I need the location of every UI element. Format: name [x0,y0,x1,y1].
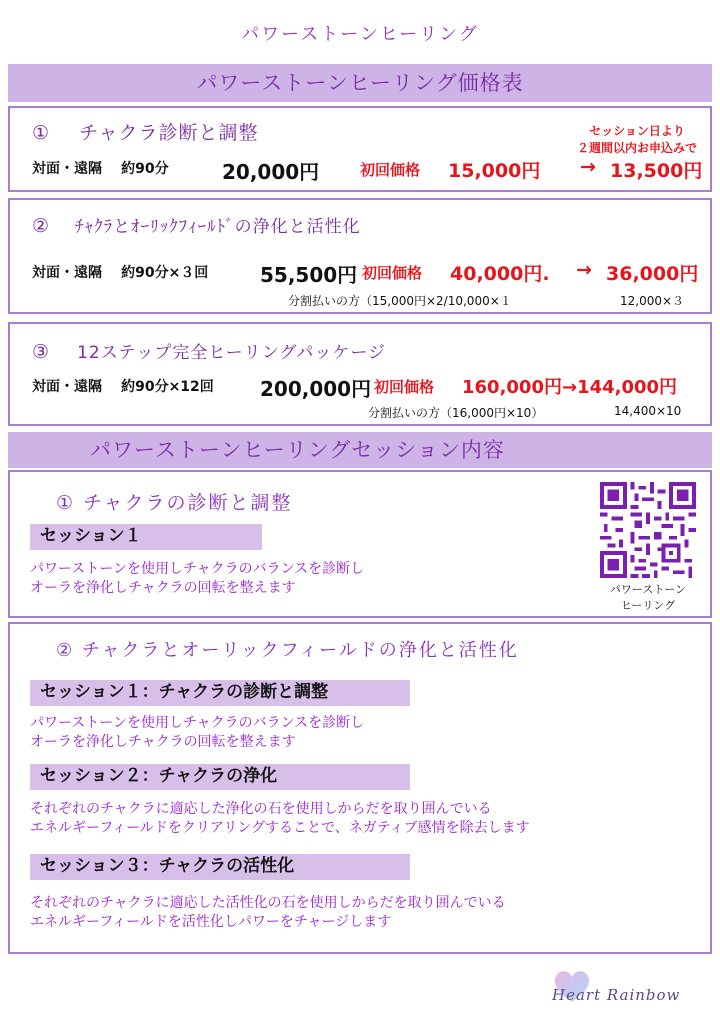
price-item-1 [8,106,712,192]
section-title: ② チャクラとオーリックフィールドの浄化と活性化 [56,640,519,661]
price-item-2 [8,198,712,314]
discount-price: 13,500円 [610,160,703,182]
discount-note: セッション日より ２週間以内お申込みで [576,124,697,155]
session-desc: それぞれのチャクラに適応した活性化の石を使用しからだを取り囲んでいる エネルギーフィールドを活性化しパワーをチャージします [30,895,506,930]
price-table-heading: パワーストーンヒーリング価格表 [8,64,712,102]
session-desc: パワーストーンを使用しチャクラのバランスを診断し オーラを浄化しチャクラの回転を整えます [30,561,365,596]
first-price: 160,000円→144,000円 [462,377,678,398]
item-format: 対面・遠隔 [32,379,102,395]
qr-caption: パワーストーン ヒーリング [609,583,687,612]
installment-discount: 12,000×３ [620,294,685,308]
item-format: 対面・遠隔 [32,161,102,177]
first-price: 15,000円 [448,160,541,182]
installment-note: 分割払いの方（15,000円×2/10,000×１ [288,294,512,308]
item-duration: 約90分 [121,161,169,177]
item-price: 200,000円 [260,377,372,401]
installment-note: 分割払いの方（16,000円×10） [368,406,544,420]
item-format: 対面・遠隔 [32,265,102,281]
logo-text: Heart Rainbow [552,986,681,1004]
price-item-3 [8,322,712,426]
session-section-2 [8,622,712,954]
first-price-label: 初回価格 [362,264,423,282]
page-title: パワーストーンヒーリング [241,24,479,45]
item-duration: 約90分×12回 [121,379,214,395]
item-duration: 約90分×３回 [121,265,209,281]
item-price: 20,000円 [222,160,320,184]
first-price: 40,000円. [450,263,550,285]
item-title: 12ステップ完全ヒーリングパッケージ [77,343,387,363]
item-number: ① [32,122,51,144]
arrow: → [580,156,596,178]
item-number: ③ [32,341,51,363]
session-contents-heading: パワーストーンヒーリングセッション内容 [8,432,712,468]
discount-price: 36,000円 [606,263,699,285]
item-title: チャクラ診断と調整 [79,122,259,144]
session-label: セッション３：チャクラの活性化 [30,854,410,880]
session-label: セッション１：チャクラの診断と調整 [30,680,410,706]
session-section-1 [8,470,712,618]
arrow: → [576,259,592,281]
item-price: 55,500円 [260,263,358,287]
first-price-label: 初回価格 [360,161,421,179]
qr-code [600,482,696,578]
session-label: セッション１ [30,524,262,550]
session-desc: パワーストーンを使用しチャクラのバランスを診断し オーラを浄化しチャクラの回転を整えます [30,715,365,750]
installment-discount: 14,400×10 [614,404,682,418]
session-desc: それぞれのチャクラに適応した浄化の石を使用しからだを取り囲んでいる エネルギーフィールドをクリアリングすることで、ネガティブ感情を除去します [30,801,530,836]
item-title: ﾁｬｸﾗとｵｰﾘｯｸﾌｨｰﾙﾄﾞの浄化と活性化 [75,217,361,237]
first-price-label: 初回価格 [374,378,435,396]
item-number: ② [32,215,51,237]
section-title: ① チャクラの診断と調整 [56,492,293,514]
heart-rainbow-logo [548,966,708,1016]
session-label: セッション２：チャクラの浄化 [30,764,410,790]
